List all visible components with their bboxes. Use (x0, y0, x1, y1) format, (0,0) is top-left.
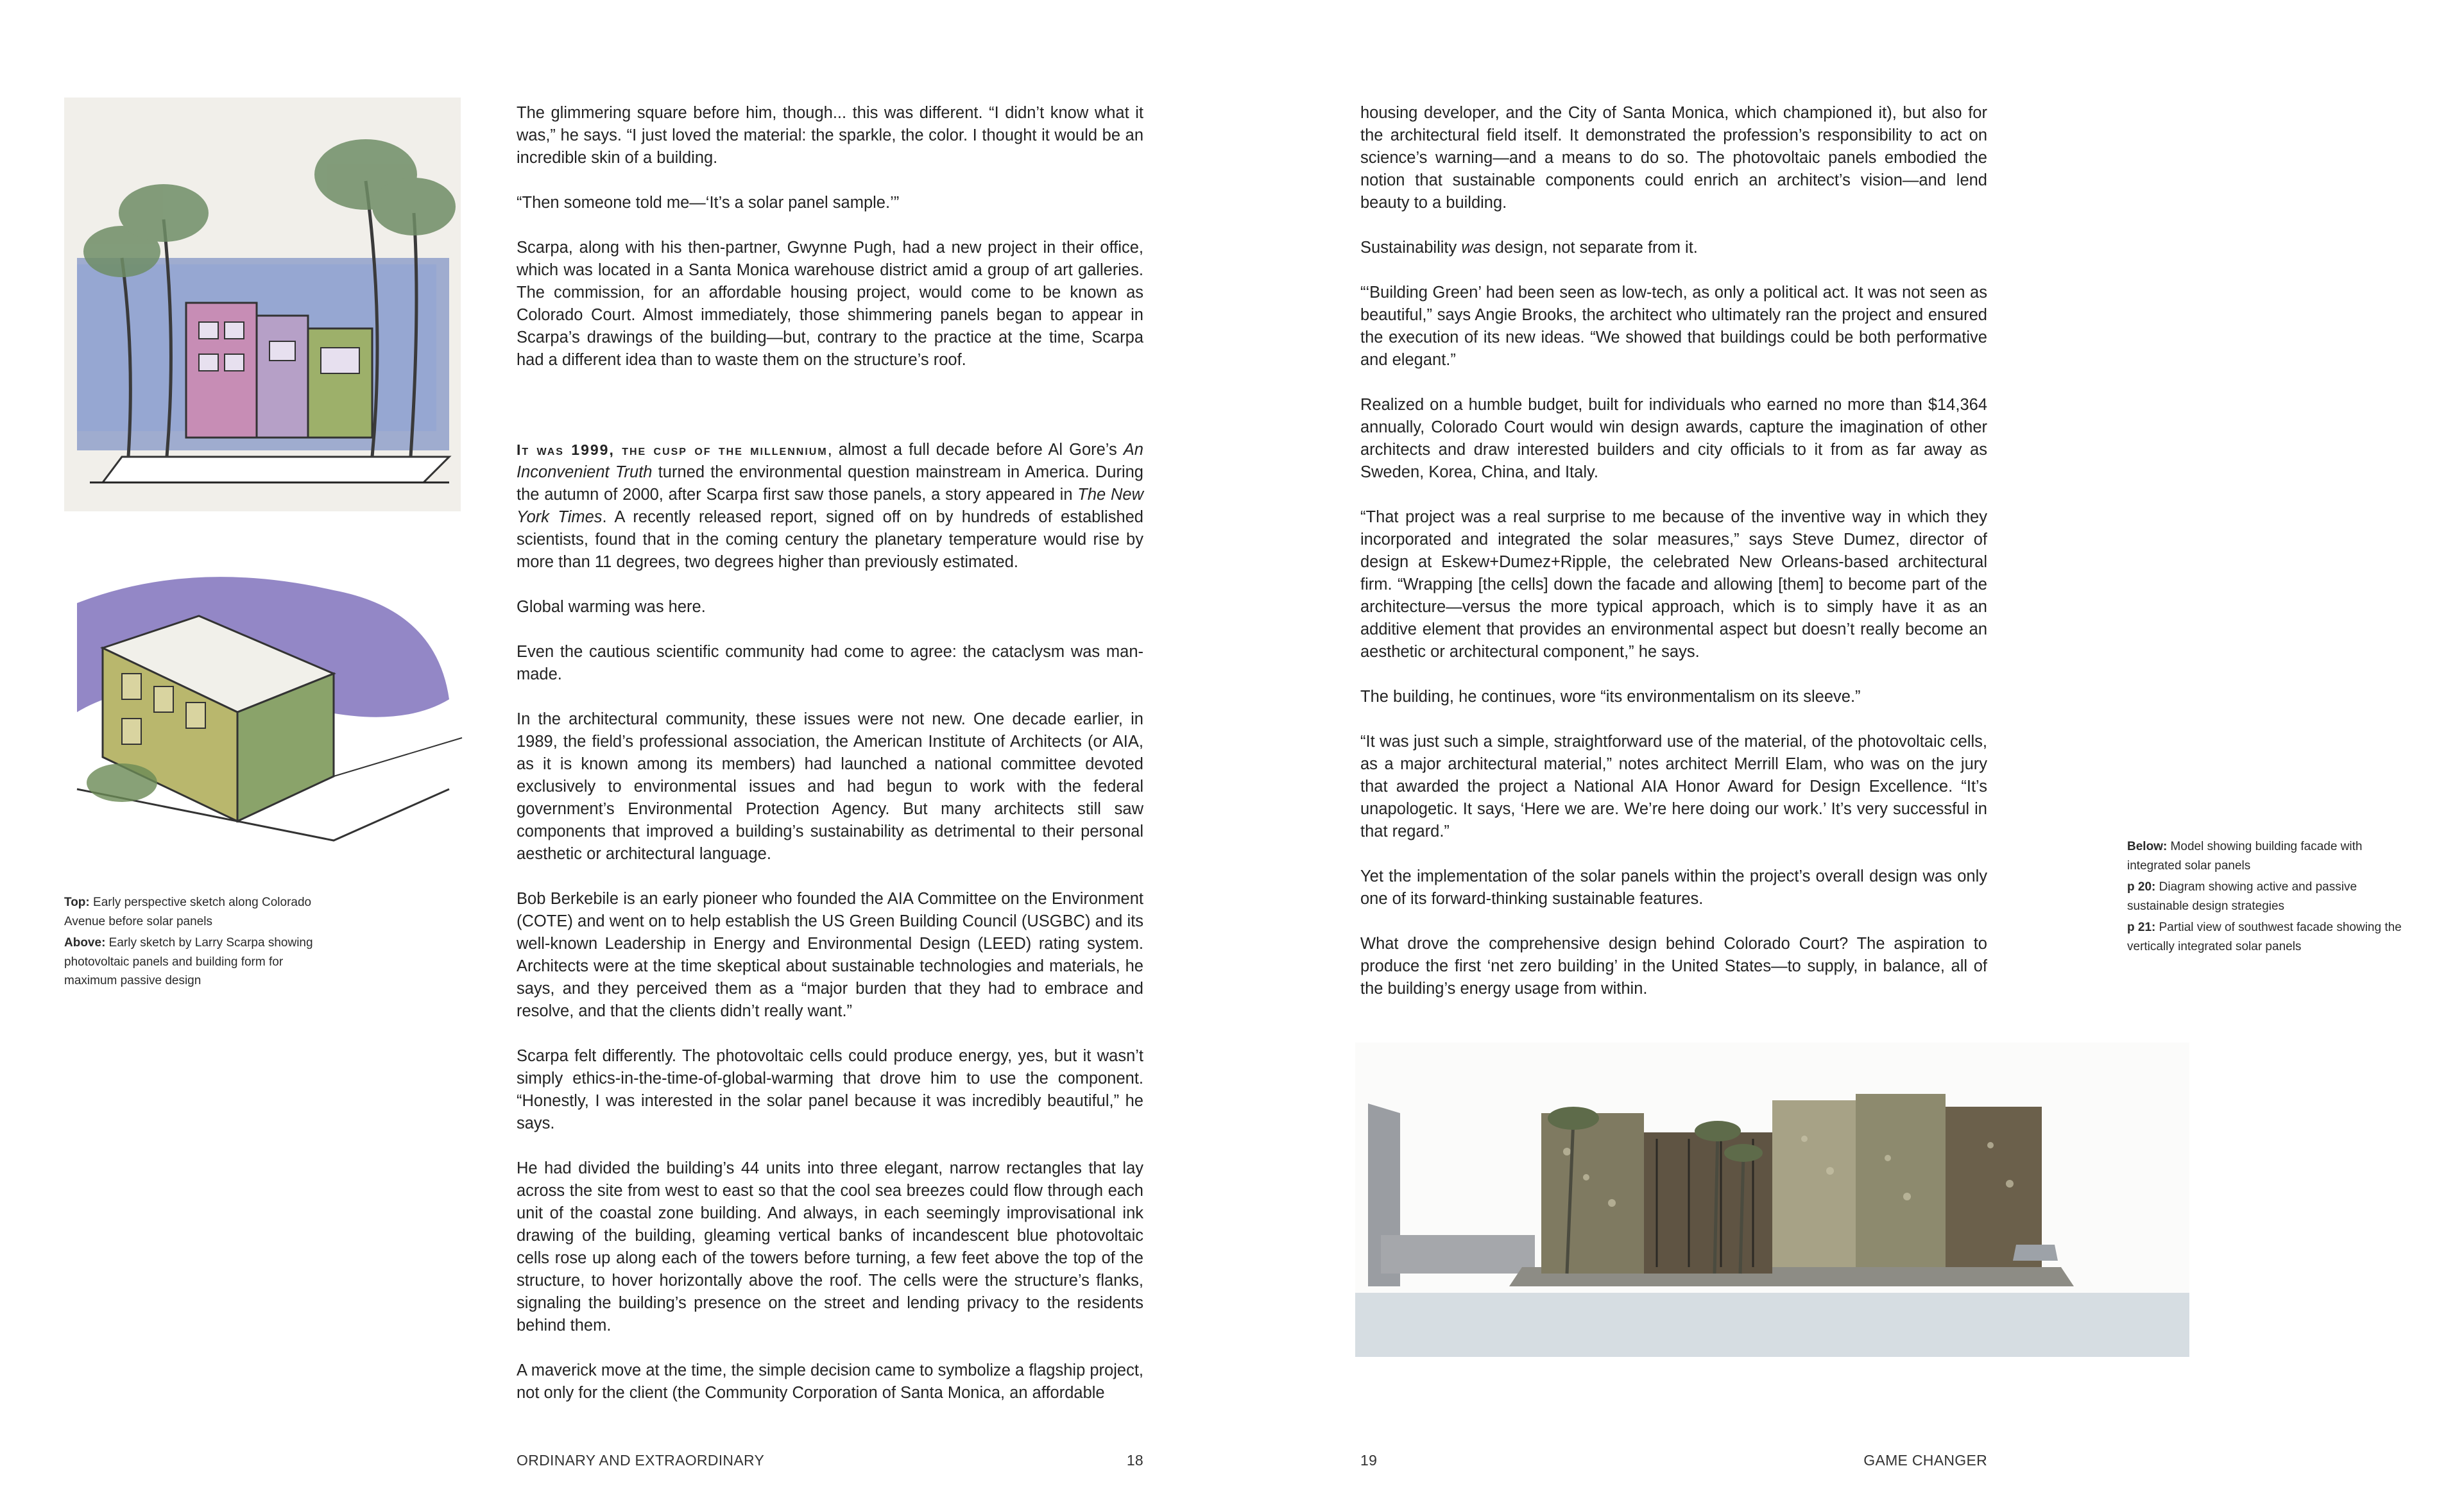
caption-label: Above: (64, 936, 106, 950)
left-running-footer (517, 1451, 1143, 1469)
caption-label: Top: (64, 896, 90, 909)
body-paragraph: Yet the implementation of the solar panels within the project’s overall design was only one of its forward-thinking sustainable features. (1360, 867, 1987, 908)
isometric-sketch-icon (64, 545, 463, 846)
body-paragraph: Scarpa felt differently. The photovoltaic cells could produce energy, yes, but it wasn’t simply ethics-in-the-time-of-global-warming that drove him to use the component. “Honestly, I was interested in the solar panel because it was incredibly beautiful,” he says. (517, 1047, 1143, 1132)
body-paragraph: housing developer, and the City of Santa Monica, which championed it), but also for the architectural field itself. It demonstrated the profession’s responsibility to act on science’s warning—and a means to do so. The photovoltaic panels embodied the notion that sustainable components could enrich an architect’s vision—and lend beauty to a building. (1360, 104, 1987, 212)
body-paragraph: “Then someone told me—‘It’s a solar panel sample.’” (517, 194, 900, 212)
body-paragraph: In the architectural community, these issues were not new. One decade earlier, in 1989, the field’s professional association, the American Institute of Architects (or AIA, as it is known among its members) had launched a national committee devoted exclusively to environmental issues and had begun to work with the federal government’s Environmental Protection Agency. But many architects still saw components that improved a building’s sustainability as detrimental to their personal aesthetic or architectural language. (517, 710, 1143, 863)
section-opening-paragraph (517, 439, 1143, 574)
newspaper-title: The New York Times (517, 486, 1144, 526)
body-paragraph: “That project was a real surprise to me because of the inventive way in which they incorporated and integrated the solar measures,” says Steve Dumez, director of design at Eskew+Dumez+Ripple, the celebrated New Orleans-based architectural firm. “Wrapping [the cells] down the facade and allowing [them] to become part of the architecture—versus the more typical approach, which is to simply have it as an additive element that provides an environmental aspect but doesn’t really become an aesthetic or architectural component,” he says. (1360, 508, 1987, 661)
running-title: GAME CHANGER (1863, 1452, 1987, 1469)
caption-text: Early perspective sketch along Colorado Avenue before solar panels (64, 896, 312, 928)
caption-top (64, 893, 327, 931)
caption-label: p 20: (2127, 880, 2156, 894)
building-model-icon (1355, 1043, 2189, 1357)
right-caption (2127, 837, 2416, 959)
page-number: 19 (1360, 1452, 1378, 1469)
left-text-column (517, 102, 1143, 1404)
text-run: design, not separate from it. (1490, 239, 1698, 257)
body-paragraph: Global warming was here. (517, 598, 706, 616)
body-paragraph: Realized on a humble budget, built for individuals who earned no more than $14,364 annually, Colorado Court would win design awards, capture the imagination of other architects and draw interested builders and city officials to it from as far away as Sweden, Korea, China, and Italy. (1360, 396, 1987, 481)
body-paragraph: A maverick move at the time, the simple decision came to symbolize a flagship project, not only for the client (the Community Corporation of Santa Monica, an affordable (517, 1361, 1143, 1402)
running-title: ORDINARY AND EXTRAORDINARY (517, 1452, 765, 1469)
building-model-photo (1355, 1043, 2189, 1357)
text-run: turned the environmental question mainstream in America. During the autumn of 2000, after Scarpa first saw those panels, a story appeared in (517, 463, 1143, 504)
body-paragraph: He had divided the building’s 44 units into three elegant, narrow rectangles that lay across the site from west to east so that the cool sea breezes could flow through each unit of the coastal zone building. And always, in each seemingly improvisational ink drawing of the building, gleaming vertical banks of incandescent blue photovoltaic cells rose up along each of the towers before turning, a few feet above the top of the structure, to hover horizontally above the roof. The cells were the structure’s flanks, signaling the building’s presence on the street and lending privacy to the residents behind them. (517, 1159, 1143, 1334)
caption-p20 (2127, 878, 2416, 916)
text-run: Sustainability (1360, 239, 1462, 257)
body-paragraph: “It was just such a simple, straightforward use of the material, of the photovoltaic cells, as a major architectural material,” notes architect Merrill Elam, who was on the jury that awarded the project a National AIA Honor Award for Design Excellence. “It’s unapologetic. It says, ‘Here we are. We’re here doing our work.’ It’s very successful in that regard.” (1360, 733, 1987, 840)
page-number: 18 (1126, 1452, 1143, 1469)
caption-label: Below: (2127, 840, 2168, 853)
caption-text: Early sketch by Larry Scarpa showing photovoltaic panels and building form for maximum passive design (64, 936, 313, 987)
caption-text: Model showing building facade with integrated solar panels (2127, 840, 2363, 873)
emphasis: was (1461, 239, 1491, 257)
body-paragraph: Even the cautious scientific community had come to agree: the cataclysm was man-made. (517, 643, 1143, 683)
body-paragraph: The glimmering square before him, though... this was different. “I didn’t know what it was,” he says. “I just loved the material: the sparkle, the color. I thought it would be an incredible skin of a building. (517, 104, 1143, 167)
body-paragraph: Bob Berkebile is an early pioneer who founded the AIA Committee on the Environment (COTE) and went on to help establish the US Green Building Council (USGBC) and its well-known Leadership in Energy and Environmental Design (LEED) rating system. Architects were at the time skeptical about sustainable technologies and materials, he says, and they perceived them as a “major burden that they had to embrace and resolve, and that the clients didn’t really want.” (517, 890, 1143, 1020)
isometric-sketch-figure (64, 545, 463, 846)
caption-text: Diagram showing active and passive sustainable design strategies (2127, 880, 2357, 913)
caption-p21 (2127, 918, 2416, 956)
caption-text: Partial view of southwest facade showing the vertically integrated solar panels (2127, 921, 2402, 953)
right-running-footer (1360, 1451, 1987, 1469)
body-paragraph: “‘Building Green’ had been seen as low-tech, as only a political act. It was not seen as beautiful,” says Angie Brooks, the architect who ultimately ran the project and ensured the execution of its new ideas. “We showed that buildings could be both performative and elegant.” (1360, 284, 1987, 369)
book-title: An Inconvenient Truth (517, 441, 1143, 481)
caption-below (2127, 837, 2416, 875)
right-text-column (1360, 102, 1987, 1000)
body-paragraph: Scarpa, along with his then-partner, Gwynne Pugh, had a new project in their office, which was located in a Santa Monica warehouse district amid a group of art galleries. The commission, for an affordable housing project, would come to be known as Colorado Court. Almost immediately, those shimmering panels began to appear in Scarpa’s drawings of the building—but, contrary to the practice at the time, Scarpa had a different idea than to waste them on the structure’s roof. (517, 239, 1143, 369)
perspective-sketch-icon (64, 98, 461, 511)
body-paragraph: What drove the comprehensive design behind Colorado Court? The aspiration to produce the first ‘net zero building’ in the United States—to supply, in balance, all of the building’s energy usage from within. (1360, 935, 1987, 998)
text-run: , almost a full decade before Al Gore’s (827, 441, 1124, 459)
caption-label: p 21: (2127, 921, 2156, 934)
text-run: . A recently released report, signed off on by hundreds of established scientists, found that in the coming century the planetary temperature would rise by more than 11 degrees, two degrees higher than previously estimated. (517, 508, 1143, 571)
body-paragraph (1360, 237, 1987, 259)
perspective-sketch-figure (64, 98, 461, 511)
body-paragraph: The building, he continues, wore “its environmentalism on its sleeve.” (1360, 688, 1861, 706)
section-lead-in: It was 1999, the cusp of the millennium (517, 441, 828, 458)
left-caption (64, 893, 327, 993)
caption-above (64, 933, 327, 991)
